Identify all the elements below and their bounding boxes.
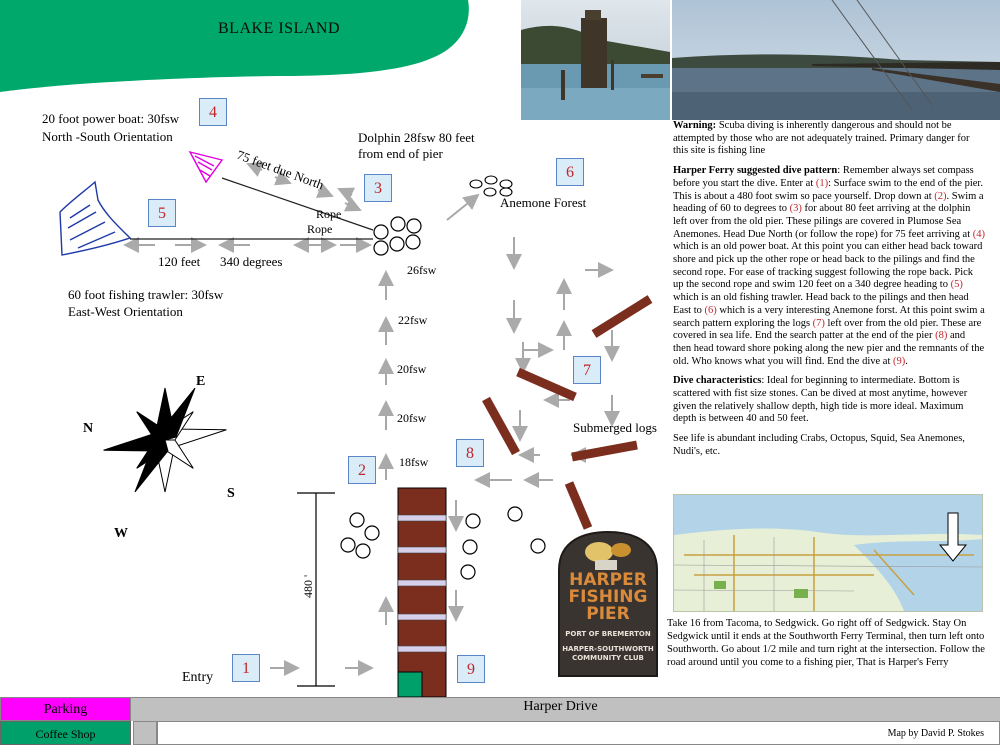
compass-west: W (114, 526, 128, 541)
pattern-text-9: and then head toward shore poking along the new pier and the remnants of the old. Who knows what you will find. End the dive at (673, 330, 985, 367)
seventy-five-feet-label: 75 feet due North (234, 147, 326, 193)
sea-life-paragraph: See life is abundant including Crabs, Octopus, Squid, Sea Anemones, Nudi's, etc. (673, 433, 965, 457)
depth-26-label: 26fsw (407, 263, 437, 277)
dive-pattern-paragraph (673, 165, 985, 368)
warning-paragraph (673, 120, 985, 158)
pattern-ref-8: (8) (935, 330, 948, 342)
marker-5: 5 (148, 199, 176, 227)
sign-line-2: FISHING (568, 587, 648, 607)
island-title: BLAKE ISLAND (218, 20, 340, 37)
compass-north: N (83, 421, 94, 436)
marker-9: 9 (457, 655, 485, 683)
rope-label-1: Rope (316, 207, 342, 221)
marker-1: 1 (232, 654, 260, 682)
pier (398, 488, 446, 697)
pattern-text-6: which is an old fishing trawler. Head back to the pilings and then head East to (673, 292, 969, 316)
compass-east: E (196, 374, 206, 389)
driving-directions: Take 16 from Tacoma, to Sedgwick. Go right off of Sedgwick. Stay On Sedgwick until it ends at the Southworth Ferry Terminal, then turn left onto Southworth. Go about 1/2 mile and turn right at the intersection. Follow the road around until you come to a fishing pier, That is Harper's Ferry (667, 618, 985, 668)
rope-label-2: Rope (307, 222, 333, 236)
dive-characteristics-paragraph (673, 375, 985, 426)
sign-line-3: PIER (586, 604, 630, 624)
depth-20b-label: 20fsw (397, 411, 427, 425)
power-boat-sketch (190, 152, 222, 182)
pattern-ref-4: (4) (972, 228, 985, 240)
trawler-label: 60 foot fishing trawler: 30fsw (68, 287, 224, 302)
distance-480-label: 480 ' (301, 574, 315, 598)
dolphin-label-2: from end of pier (358, 146, 443, 161)
heading-340-label: 340 degrees (220, 254, 283, 269)
warning-body: Scuba diving is inherently dangerous and should not be attempted by those who are not adequately trained. Primary danger for this site is fishing line (673, 120, 970, 157)
pattern-ref-2: (2) (934, 190, 947, 202)
pattern-text-1: : Remember always set compass before you start the dive. Enter at (673, 165, 974, 189)
distance-120-label: 120 feet (158, 254, 201, 269)
info-text-column (673, 120, 985, 466)
depth-22-label: 22fsw (398, 313, 428, 327)
pattern-text-4: for about 80 feet arriving at the dolphin left over from the old pier. These pilings are covered in Plumose Sea Anemones. Head Due North (or follow the rope) for 75 feet arriving at (673, 203, 973, 240)
sign-line-1: HARPER (569, 570, 647, 590)
pattern-text-3: . Swim a heading of 60 to degrees to (673, 190, 984, 215)
pattern-text-end: . (905, 355, 908, 367)
pattern-ref-9: (9) (893, 355, 906, 367)
entry-label: Entry (182, 670, 214, 685)
parking-area: Parking (0, 697, 131, 721)
sign-line-6: COMMUNITY CLUB (572, 654, 644, 662)
pattern-ref-1: (1) (815, 177, 829, 189)
pattern-ref-5: (5) (950, 279, 963, 291)
marker-4: 4 (199, 98, 227, 126)
trawler-orientation: East-West Orientation (68, 304, 183, 319)
grey-square (133, 721, 157, 745)
marker-7: 7 (573, 356, 601, 384)
dive-pattern-title: Harper Ferry suggested dive pattern (673, 165, 838, 177)
coffee-shop: Coffee Shop (0, 721, 131, 745)
dolphin-label-1: Dolphin 28fsw 80 feet (358, 130, 475, 145)
sign-line-5: HARPER-SOUTHWORTH (562, 645, 654, 653)
warning-title: Warning: (673, 120, 717, 131)
marker-2: 2 (348, 456, 376, 484)
pattern-text-2: : Surface swim to the end of the pier. This is about a 480 foot swim so pace yourself. Drop down at (673, 177, 983, 202)
trawler-sketch (60, 182, 130, 255)
pattern-text-7: which is a very interesting Anemone forst. At this point swim a search pattern exploring the logs (673, 304, 985, 329)
pier-photo (672, 0, 1000, 120)
map-credit: Map by David P. Stokes (887, 728, 984, 739)
anemone-forest-label: Anemone Forest (500, 195, 587, 210)
harper-drive-label: Harper Drive (523, 699, 598, 714)
sign-line-4: PORT OF BREMERTON (565, 630, 651, 638)
submerged-logs-label: Submerged logs (573, 420, 657, 435)
pattern-text-8: left over from the old pier. These are covered in sea life. End the search patter at the end of the pier (673, 317, 982, 342)
pattern-ref-7: (7) (812, 317, 825, 329)
dive-characteristics-title: Dive characteristics (673, 375, 762, 387)
dive-characteristics-body: : Ideal for beginning to intermediate. Bottom is scattered with fist size stones. Can be dived at most anytime, however given the relatively shallow depth, high tide is more ideal. Maximum depth is between 40 and 50 feet. (673, 375, 968, 425)
marker-6: 6 (556, 158, 584, 186)
compass-south: S (227, 486, 235, 501)
pattern-ref-3: (3) (789, 203, 802, 215)
harper-pier-sign (555, 530, 661, 678)
pattern-ref-6: (6) (704, 304, 717, 316)
bottom-right-strip (157, 721, 1000, 745)
pattern-text-5: which is an old power boat. At this point you can either head back toward shore and pick up the other rope or head back to the pilings and find the second rope. For ease of tracking suggest following the rope back. Pick up the second rope and swim 120 feet on a 340 degree heading to (673, 241, 983, 291)
compass-rose (103, 384, 227, 496)
power-boat-orientation: North -South Orientation (42, 129, 173, 144)
depth-18-label: 18fsw (399, 455, 429, 469)
depth-20a-label: 20fsw (397, 362, 427, 376)
marker-8: 8 (456, 439, 484, 467)
marker-3: 3 (364, 174, 392, 202)
power-boat-label: 20 foot power boat: 30fsw (42, 111, 180, 126)
road-map (673, 494, 983, 612)
